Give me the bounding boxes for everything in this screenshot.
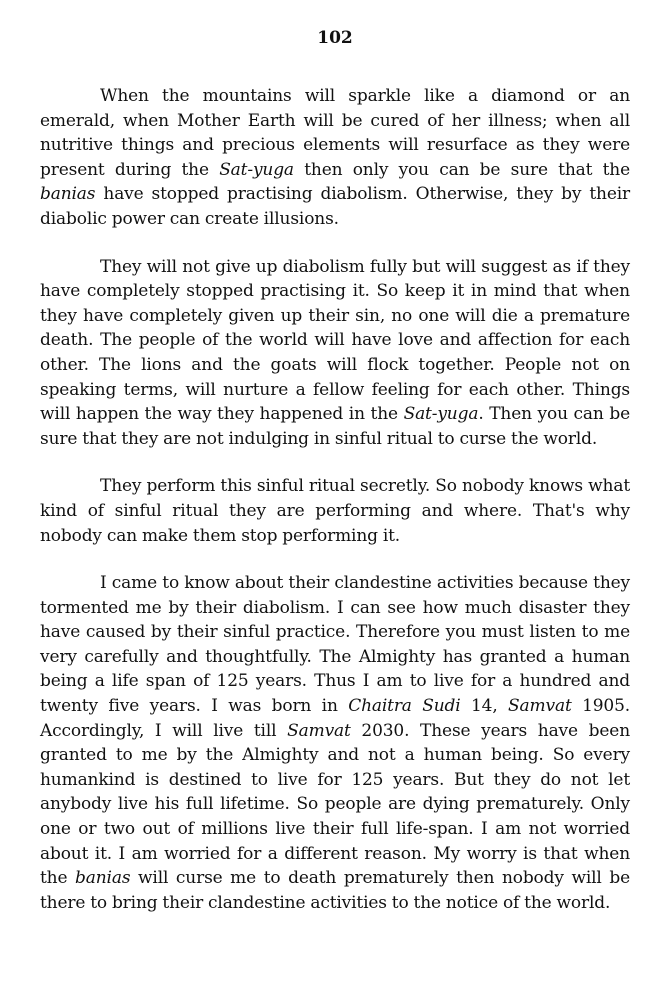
paragraph — [40, 571, 630, 915]
text-segment: They perform this sinful ritual secretly. So nobody knows what kind of sinful ritual they are performing and where. That's why nobody can make them stop performing it. — [40, 476, 630, 546]
page-number: 102 — [317, 28, 353, 48]
italic-term: banias — [40, 184, 96, 205]
text-segment: 1905. Accordingly, I will live till — [40, 696, 630, 741]
italic-term: Samvat — [508, 696, 572, 717]
text-segment: will curse me to death prematurely then nobody will be there to bring their clandestine activities to the notice of the world. — [40, 868, 630, 913]
text-segment: have stopped practising diabolism. Otherwise, they by their diabolic power can create illusions. — [40, 184, 630, 229]
italic-term: Sat-yuga — [219, 159, 294, 180]
text-segment: 14, — [460, 696, 509, 717]
italic-term: Sat-yuga — [403, 404, 479, 425]
italic-term: Chaitra Sudi — [348, 696, 461, 717]
text-segment: 2030. These years have been granted to me by the Almighty and not a human being. So every humankind is destined to live for 125 years. But they do not let anybody live his full lifetime. So people are dying prematurely. Only one or two out of millions live their full life-span. I am not worried about it. I am worried for a different reason. My worry is that when the — [40, 720, 630, 889]
paragraph — [40, 84, 630, 232]
italic-term: banias — [75, 868, 131, 889]
text-segment: I came to know about their clandestine activities because they tormented me by their diabolism. I can see how much disaster they have caused by their sinful practice. Therefore you must listen to me very carefully and thoughtfully. The Almighty has granted a human being a life span of 125 years. Thus I am to live for a hundred and twenty five years. I was born in — [40, 573, 630, 717]
body-text — [40, 84, 630, 915]
paragraph — [40, 255, 630, 452]
text-segment: . Then you can be sure that they are not indulging in sinful ritual to curse the world. — [40, 404, 630, 449]
paragraph — [40, 474, 630, 548]
text-segment: then only you can be sure that the — [293, 159, 630, 180]
text-segment: They will not give up diabolism fully but will suggest as if they have completely stopped practising it. So keep it in mind that when they have completely given up their sin, no one will die a premature death. The people of the world will have love and affection for each other. The lions and the goats will flock together. People not on speaking terms, will nurture a fellow feeling for each other. Things will happen the way they happened in the — [40, 256, 630, 425]
text-segment: When the mountains will sparkle like a diamond or an emerald, when Mother Earth will be cured of her illness; when all nutritive things and precious elements will resurface as they were present during the — [40, 86, 630, 180]
italic-term: Samvat — [287, 720, 351, 741]
